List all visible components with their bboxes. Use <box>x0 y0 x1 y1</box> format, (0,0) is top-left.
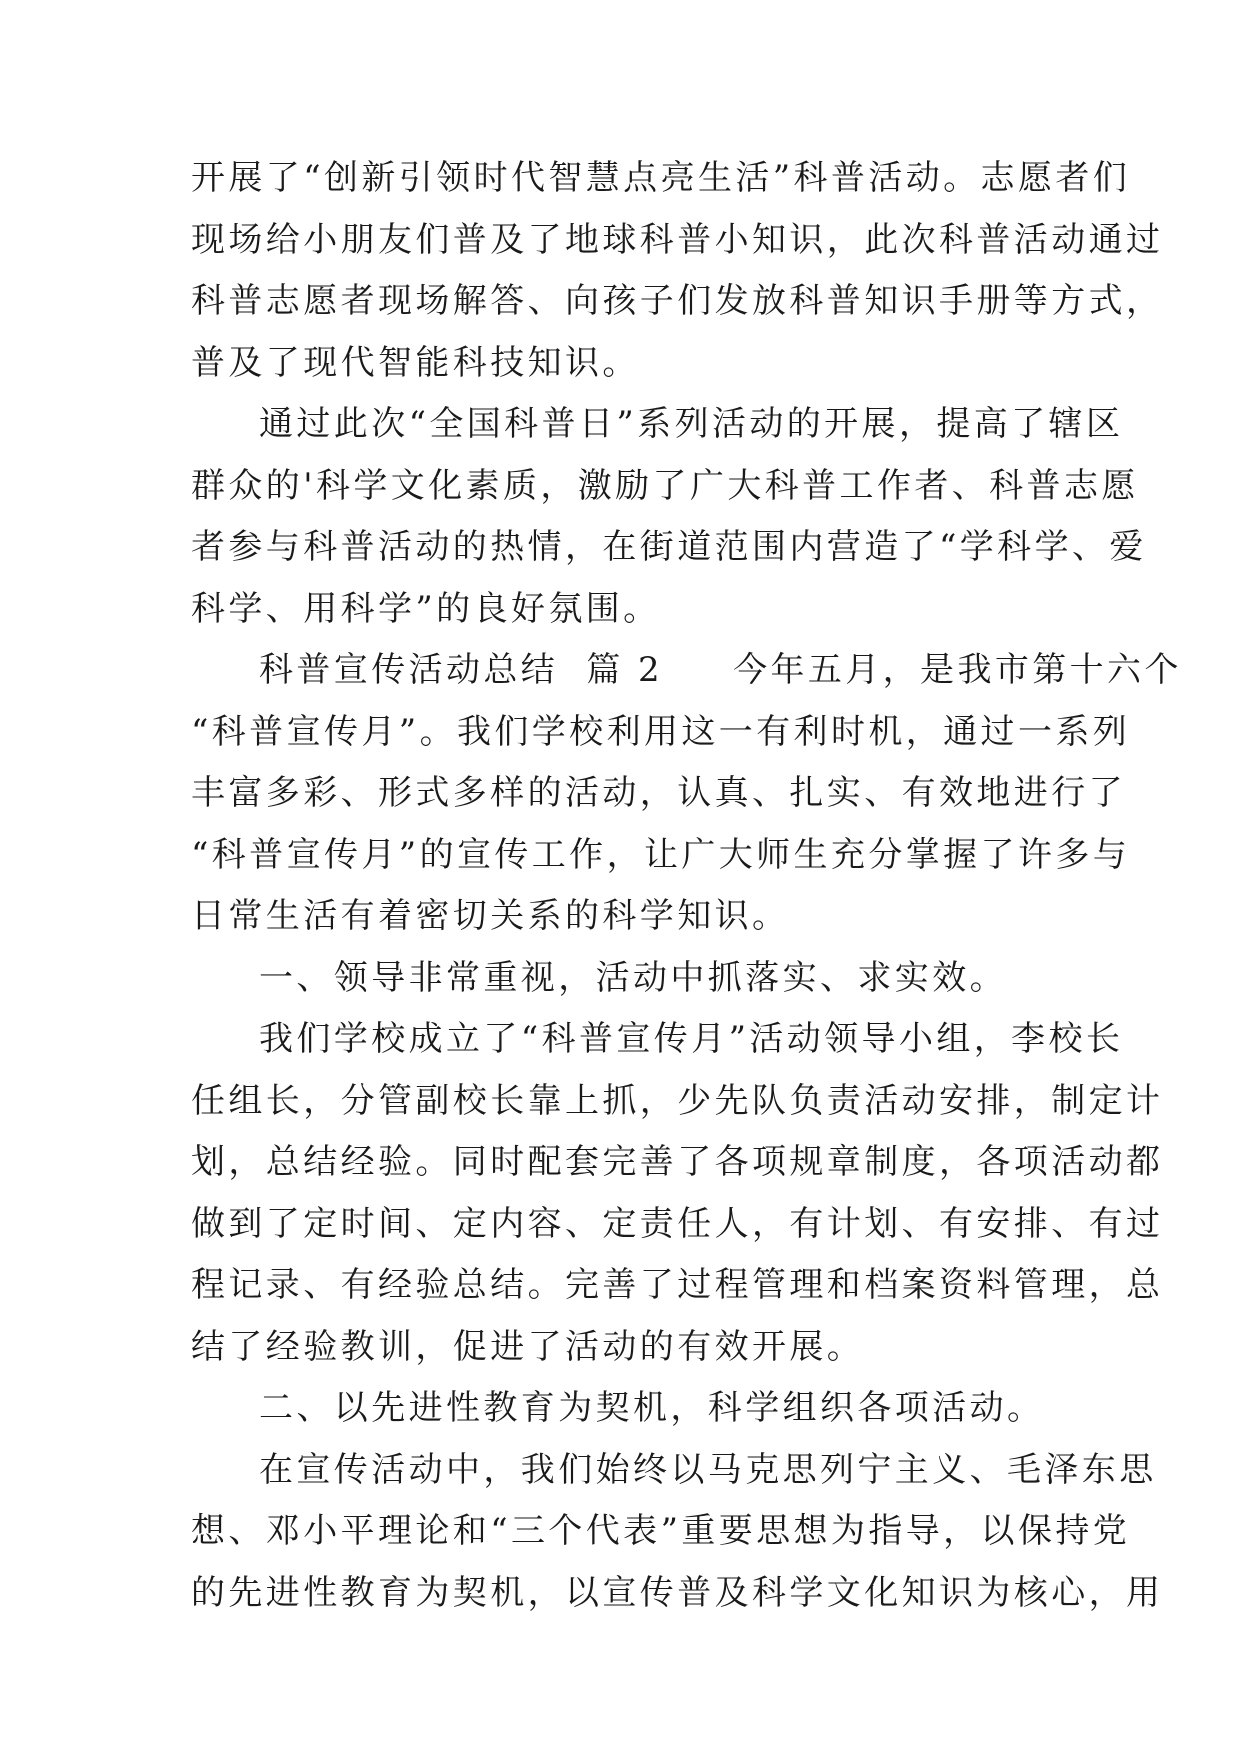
text-line: 的先进性教育为契机，以宣传普及科学文化知识为核心，用 <box>191 1572 1164 1613</box>
paragraph-start-line: 我们学校成立了“科普宣传月”活动领导小组，李校长 <box>259 1019 1124 1059</box>
paragraph-start-line: 在宣传活动中，我们始终以马克思列宁主义、毛泽东思 <box>259 1449 1157 1490</box>
text-line: 任组长，分管副校长靠上抓，少先队负责活动安排，制定计 <box>191 1080 1164 1121</box>
section-title: 科普宣传活动总结 <box>259 650 559 690</box>
text-line: 划，总结经验。同时配套完善了各项规章制度，各项活动都 <box>191 1142 1164 1182</box>
text-line: “科普宣传月”的宣传工作，让广大师生充分掌握了许多与 <box>191 834 1131 875</box>
text-line: 现场给小朋友们普及了地球科普小知识，此次科普活动通过 <box>191 219 1164 260</box>
text-line: 者参与科普活动的热情，在街道范围内营造了“学科学、爱 <box>191 527 1147 567</box>
text-line: 科学、用科学”的良好氛围。 <box>191 588 661 629</box>
section-part-label: 篇 2 <box>586 650 664 690</box>
text-line: 开展了“创新引领时代智慧点亮生活”科普活动。志愿者们 <box>191 158 1131 198</box>
subheading-line: 一、领导非常重视，活动中抓落实、求实效。 <box>259 957 1007 998</box>
text-line: 做到了定时间、定内容、定责任人，有计划、有安排、有过 <box>191 1203 1164 1244</box>
text-line: 程记录、有经验总结。完善了过程管理和档案资料管理，总 <box>191 1265 1164 1305</box>
text-line: 丰富多彩、形式多样的活动，认真、扎实、有效地进行了 <box>191 773 1126 813</box>
text-line: 日常生活有着密切关系的科学知识。 <box>191 896 790 936</box>
document-body <box>191 148 1182 1624</box>
text-line: “科普宣传月”。我们学校利用这一有利时机，通过一系列 <box>191 711 1131 752</box>
subheading-line: 二、以先进性教育为契机，科学组织各项活动。 <box>259 1388 1045 1428</box>
text-line: 结了经验教训，促进了活动的有效开展。 <box>191 1326 865 1367</box>
paragraph-start-line: 通过此次“全国科普日”系列活动的开展，提高了辖区 <box>259 404 1124 444</box>
text-line: 科普志愿者现场解答、向孩子们发放科普知识手册等方式， <box>191 281 1164 321</box>
section-heading-text: 今年五月，是我市第十六个 <box>733 650 1182 690</box>
text-line: 普及了现代智能科技知识。 <box>191 342 640 383</box>
text-line: 想、邓小平理论和“三个代表”重要思想为指导，以保持党 <box>191 1511 1131 1551</box>
text-line: 群众的'科学文化素质，激励了广大科普工作者、科普志愿 <box>191 465 1139 506</box>
section-heading-line <box>191 640 1182 702</box>
